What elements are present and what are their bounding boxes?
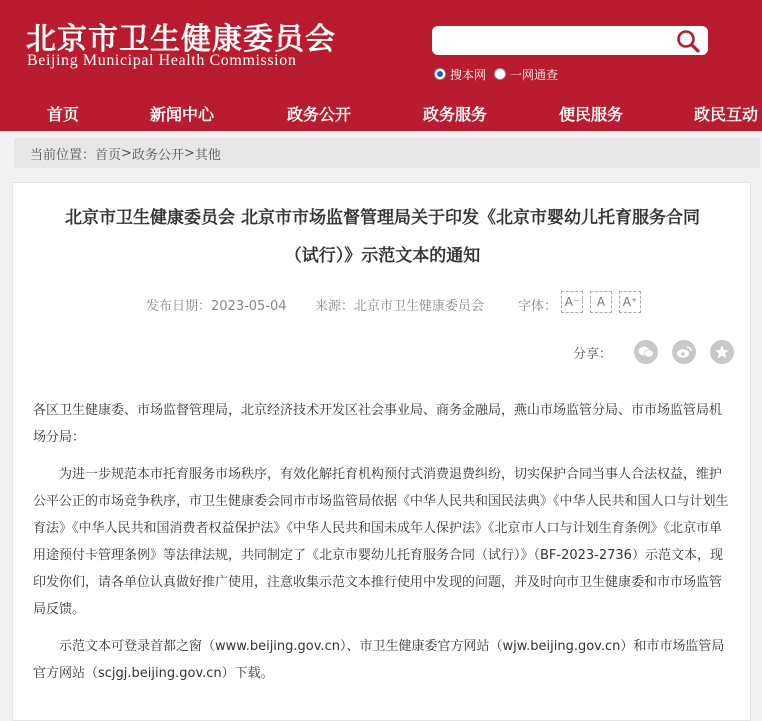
article-paragraph: 为进一步规范本市托育服务市场秩序，有效化解托育机构预付式消费退费纠纷，切实保护合同当事人合法权益，维护公平公正的市场竞争秩序，市卫生健康委会同市市场监管局依据《中华人民共和国民法典》《中华人民共和国人口与计划生育法》《中华人民共和国消费者权益保护法》《中华人民共和国未成年人保护法》《北京市人口与计划生育条例》《北京市单用途预付卡管理条例》等法律法规，共同制定了《北京市婴幼儿托育服务合同（试行）》（BF-2023-2736）示范文本，现印发你们，请各单位认真做好推广使用，注意收集示范文本推行使用中发现的问题，并及时向市卫生健康委和市市场监管局反馈。 bbox=[33, 467, 729, 617]
search-box bbox=[432, 26, 708, 55]
article-title bbox=[13, 199, 752, 275]
breadcrumb bbox=[14, 138, 760, 168]
article-meta bbox=[13, 291, 752, 315]
nav-news[interactable]: 新闻中心 bbox=[150, 105, 215, 124]
article-title-line-1: 北京市卫生健康委员会 北京市市场监督管理局关于印发《北京市婴幼儿托育服务合同 bbox=[65, 208, 700, 228]
radio-dot bbox=[494, 68, 506, 80]
wechat-icon[interactable] bbox=[634, 340, 658, 364]
breadcrumb-separator: > bbox=[121, 145, 132, 161]
font-decrease-button[interactable]: A⁻ bbox=[561, 291, 583, 313]
search-scope bbox=[434, 66, 566, 82]
nav-gov-service[interactable]: 政务服务 bbox=[423, 105, 488, 124]
breadcrumb-gov-open[interactable]: 政务公开 bbox=[131, 147, 184, 163]
share-bar bbox=[573, 339, 734, 365]
nav-home[interactable]: 首页 bbox=[47, 105, 80, 124]
breadcrumb-prefix: 当前位置： bbox=[30, 147, 96, 163]
nav-interaction[interactable]: 政民互动 bbox=[694, 105, 759, 124]
article-source: 来源：北京市卫生健康委员会 bbox=[315, 299, 485, 314]
article-panel bbox=[12, 182, 751, 721]
nav-public-service[interactable]: 便民服务 bbox=[559, 105, 624, 124]
article-paragraph: 示范文本可登录首都之窗（www.beijing.gov.cn）、市卫生健康委官方网站（wjw.beijing.gov.cn）和市市场监管局官方网站（scjgj.beijing.gov.cn）下载。 bbox=[33, 639, 725, 681]
article-body bbox=[33, 397, 733, 697]
search-button[interactable] bbox=[674, 28, 702, 53]
radio-all-search[interactable] bbox=[494, 66, 558, 83]
site-header bbox=[0, 0, 762, 131]
nav-gov-open[interactable]: 政务公开 bbox=[287, 105, 352, 124]
font-size-label: 字体： bbox=[518, 299, 558, 314]
logo-english[interactable]: Beijing Municipal Health Commission bbox=[27, 52, 297, 69]
breadcrumb-home[interactable]: 首页 bbox=[95, 147, 122, 163]
radio-label: 一网通查 bbox=[510, 67, 559, 82]
share-label: 分享： bbox=[573, 346, 613, 362]
article-paragraph: 各区卫生健康委、市场监督管理局，北京经济技术开发区社会事业局、商务金融局，燕山市场监管分局、市市场监管局机场分局： bbox=[33, 403, 723, 445]
search-icon bbox=[674, 28, 702, 53]
font-increase-button[interactable]: A⁺ bbox=[619, 291, 641, 313]
radio-site-search[interactable] bbox=[434, 66, 486, 83]
search-input[interactable] bbox=[440, 30, 670, 51]
radio-dot-checked bbox=[434, 68, 446, 80]
breadcrumb-separator: > bbox=[183, 145, 195, 161]
publish-date: 发布日期：2023-05-04 bbox=[146, 299, 287, 314]
article-title-line-2: （试行）》示范文本的通知 bbox=[284, 246, 481, 266]
radio-label: 搜本网 bbox=[450, 67, 487, 82]
font-reset-button[interactable]: A bbox=[590, 291, 612, 313]
weibo-icon[interactable] bbox=[672, 340, 696, 364]
main-nav bbox=[0, 96, 762, 131]
favorite-icon[interactable] bbox=[710, 340, 734, 364]
breadcrumb-other[interactable]: 其他 bbox=[194, 147, 221, 163]
logo-chinese[interactable]: 北京市卫生健康委员会 bbox=[26, 22, 336, 57]
